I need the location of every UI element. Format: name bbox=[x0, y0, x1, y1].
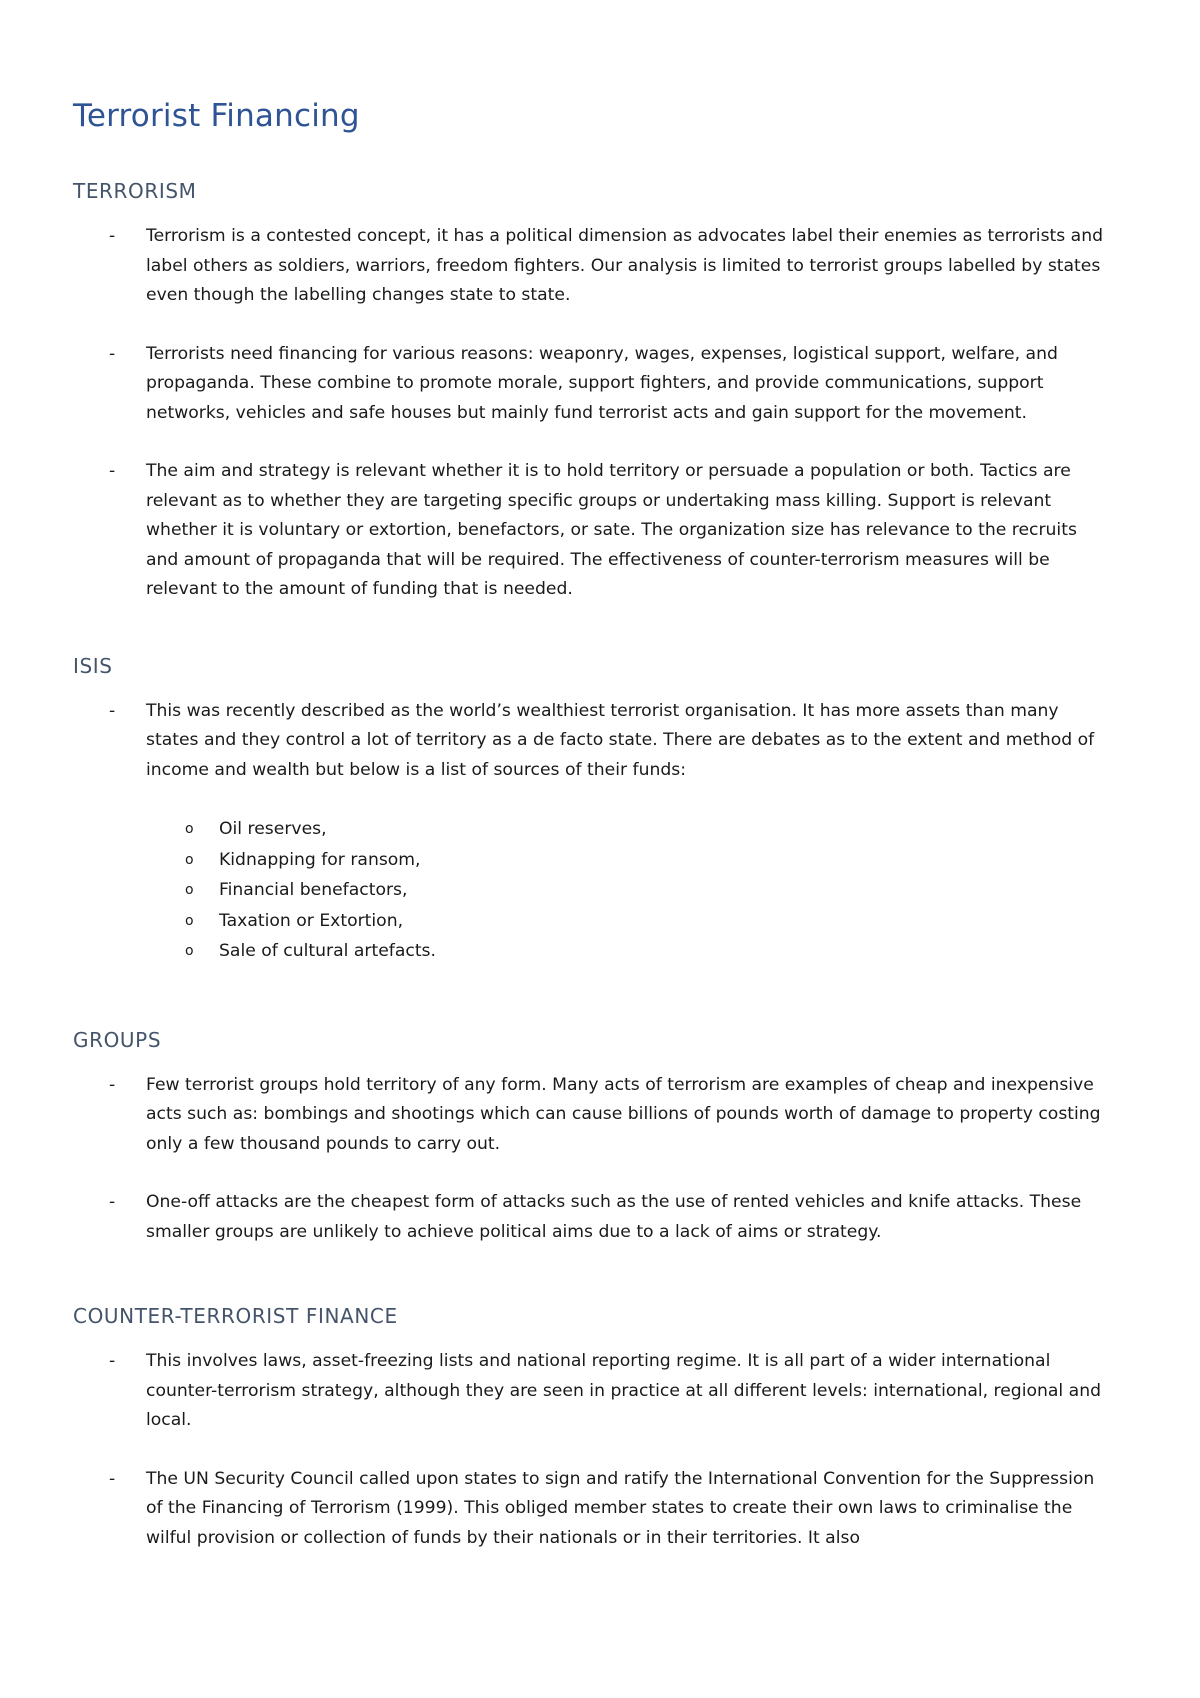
list-item bbox=[73, 340, 1104, 429]
list-item bbox=[73, 936, 1104, 967]
circle-bullet-icon: o bbox=[185, 821, 194, 837]
list-item bbox=[73, 697, 1104, 786]
dash-bullet-icon: - bbox=[109, 461, 116, 481]
document-title: Terrorist Financing bbox=[73, 98, 360, 134]
section-groups bbox=[73, 1027, 1104, 1248]
list-item bbox=[73, 1188, 1104, 1247]
circle-bullet-icon: o bbox=[185, 851, 194, 868]
funding-sources-list bbox=[73, 814, 1104, 967]
dash-bullet-icon: - bbox=[109, 226, 116, 246]
bullet-list bbox=[73, 1071, 1104, 1248]
bullet-text: One-off attacks are the cheapest form of attacks such as the use of rented vehicles and knife attacks. These smaller groups are unlikely to achieve political aims due to a lack of aims or strategy. bbox=[146, 1192, 1082, 1242]
section-heading: GROUPS bbox=[73, 1027, 162, 1052]
bullet-list bbox=[73, 222, 1104, 605]
dash-bullet-icon: - bbox=[109, 1192, 116, 1212]
list-item bbox=[73, 814, 1104, 845]
subitem-text: Oil reserves, bbox=[219, 819, 327, 839]
section-heading: COUNTER-TERRORIST FINANCE bbox=[73, 1304, 398, 1328]
dash-bullet-icon: - bbox=[109, 700, 116, 721]
bullet-text: The aim and strategy is relevant whether it is to hold territory or persuade a population or both. Tactics are relevant as to whether they are targeting specific groups or undertaking mass killing. Support is relevant whether it is voluntary or extortion, benefactors, or sate. The organization size has relevance to the recruits and amount of propaganda that will be required. The effectiveness of counter-terrorism measures will be relevant to the amount of funding that is needed. bbox=[146, 461, 1077, 599]
section-counter-terrorist-finance bbox=[73, 1303, 1104, 1553]
list-item bbox=[73, 1347, 1104, 1436]
bullet-list bbox=[73, 1347, 1104, 1553]
circle-bullet-icon: o bbox=[185, 882, 194, 898]
dash-bullet-icon: - bbox=[109, 1468, 116, 1489]
list-item bbox=[73, 906, 1104, 937]
list-item bbox=[73, 457, 1104, 605]
list-item bbox=[73, 222, 1104, 311]
section-heading: TERRORISM bbox=[73, 179, 197, 203]
list-item bbox=[73, 1465, 1104, 1554]
bullet-text: Terrorists need financing for various reasons: weaponry, wages, expenses, logistical support, welfare, and propaganda. These combine to promote morale, support fighters, and provide communications, support networks, vehicles and safe houses but mainly fund terrorist acts and gain support for the movement. bbox=[146, 343, 1058, 423]
bullet-list bbox=[73, 697, 1104, 786]
bullet-text: Few terrorist groups hold territory of any form. Many acts of terrorism are examples of cheap and inexpensive acts such as: bombings and shootings which can cause billions of pounds worth of damage to property costing only a few thousand pounds to carry out. bbox=[146, 1074, 1101, 1154]
dash-bullet-icon: - bbox=[109, 1351, 116, 1371]
dash-bullet-icon: - bbox=[109, 1074, 116, 1095]
subitem-text: Taxation or Extortion, bbox=[219, 910, 404, 931]
subitem-text: Sale of cultural artefacts. bbox=[219, 941, 436, 961]
subitem-text: Financial benefactors, bbox=[219, 880, 408, 900]
circle-bullet-icon: o bbox=[185, 912, 194, 929]
dash-bullet-icon: - bbox=[109, 343, 116, 364]
section-isis bbox=[73, 653, 1104, 967]
bullet-text: Terrorism is a contested concept, it has a political dimension as advocates label their enemies as terrorists and label others as soldiers, warriors, freedom fighters. Our analysis is limited to terrorist groups labelled by states even though the labelling changes state to state. bbox=[146, 226, 1104, 305]
subitem-text: Kidnapping for ransom, bbox=[219, 849, 421, 870]
list-item bbox=[73, 845, 1104, 876]
bullet-text: This involves laws, asset-freezing lists and national reporting regime. It is all part of a wider international counter-terrorism strategy, although they are seen in practice at all different levels: international, regional and local. bbox=[146, 1351, 1102, 1430]
list-item bbox=[73, 1071, 1104, 1160]
bullet-text: This was recently described as the world’s wealthiest terrorist organisation. It has more assets than many states and they control a lot of territory as a de facto state. There are debates as to the extent and method of income and wealth but below is a list of sources of their funds: bbox=[146, 700, 1095, 780]
bullet-text: The UN Security Council called upon states to sign and ratify the International Convention for the Suppression of the Financing of Terrorism (1999). This obliged member states to create their own laws to criminalise the wilful provision or collection of funds by their nationals or in their territories. It also bbox=[146, 1468, 1095, 1548]
circle-bullet-icon: o bbox=[185, 943, 194, 959]
list-item bbox=[73, 875, 1104, 906]
section-heading: ISIS bbox=[73, 653, 113, 678]
section-terrorism bbox=[73, 178, 1104, 605]
